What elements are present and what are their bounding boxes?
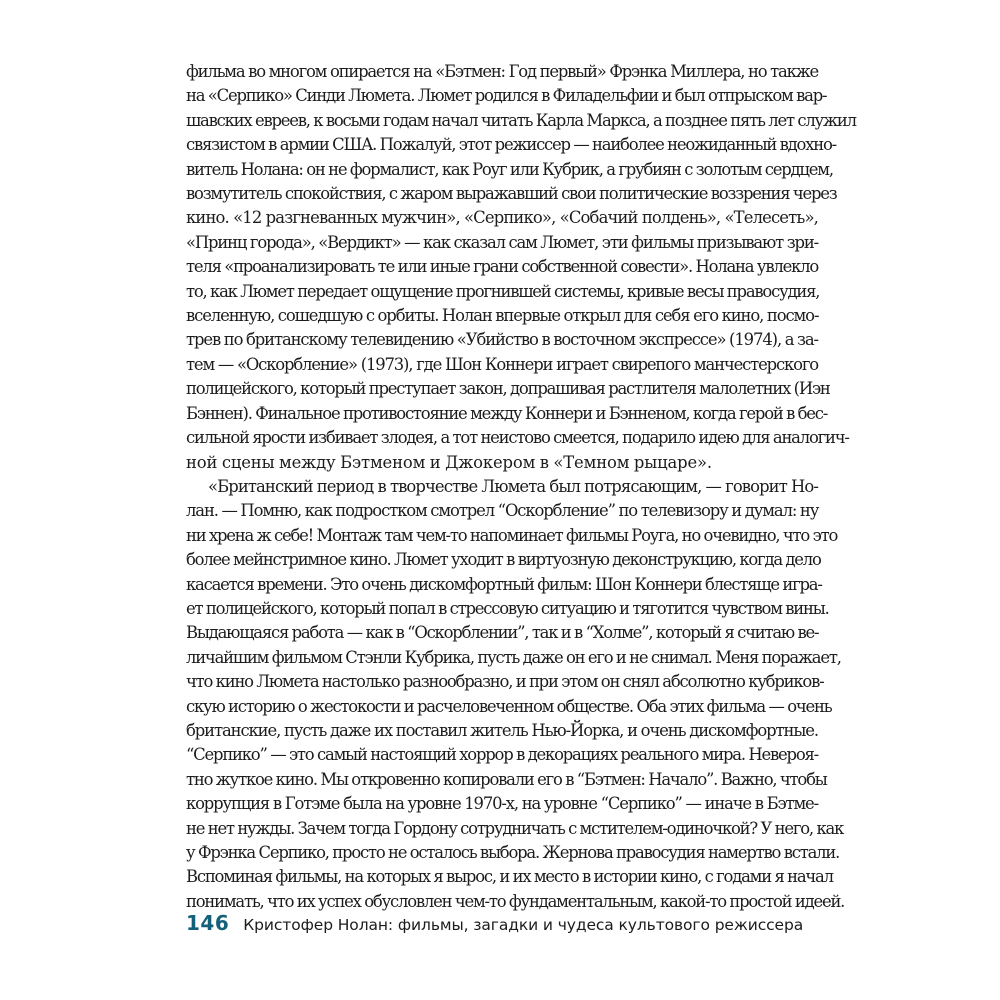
page-number: 146 — [186, 911, 230, 935]
text-line: британские, пусть даже их поставил житель Нью-Йорка, и очень дискомфортные. — [186, 720, 818, 740]
text-line: скую историю о жестокости и расчеловеченном обществе. Оба этих фильма — очень — [186, 696, 832, 716]
text-line: связистом в армии США. Пожалуй, этот режиссер — наиболее неожиданный вдохно- — [186, 135, 836, 155]
text-line: витель Нолана: он не формалист, как Роуг или Кубрик, а грубиян с золотым сердцем, — [186, 159, 833, 179]
text-line: полицейского, который преступает закон, допрашивая растлителя малолетних (Иэн — [186, 379, 830, 399]
text-line: ет полицейского, который попал в стрессовую ситуацию и тяготится чувством вины. — [186, 598, 829, 618]
text-line: вселенную, сошедшую с орбиты. Нолан впервые открыл для себя его кино, посмо- — [186, 306, 819, 326]
text-line: то, как Люмет передает ощущение прогнившей системы, кривые весы правосудия, — [186, 281, 820, 301]
text-line: тем — «Оскорбление» (1973), где Шон Коннери играет свирепого манчестерского — [186, 354, 818, 374]
text-line: трев по британскому телевидению «Убийство в восточном экспрессе» (1974), а за- — [186, 330, 818, 350]
text-line: Бэннен). Финальное противостояние между Коннери и Бэнненом, когда герой в бес- — [186, 403, 828, 423]
text-line: ни хрена ж себе! Монтаж там чем-то напоминает фильмы Роуга, но очевидно, что это — [186, 525, 838, 545]
page-footer — [186, 911, 826, 939]
text-line: “Серпико” — это самый настоящий хоррор в декорациях реального мира. Невероя- — [186, 745, 818, 765]
text-line: касается времени. Это очень дискомфортный фильм: Шон Коннери блестяще игра- — [186, 574, 822, 594]
text-line: «Британский период в творчестве Люмета был потрясающим, — говорит Но- — [208, 476, 818, 496]
text-line: Вспоминая фильмы, на которых я вырос, и их место в истории кино, с годами я начал — [186, 867, 833, 887]
text-line: лан. — Помню, как подростком смотрел “Оскорбление” по телевизору и думал: ну — [186, 501, 819, 521]
text-line: фильма во многом опирается на «Бэтмен: Год первый» Фрэнка Миллера, но также — [186, 62, 818, 81]
text-line: возмутитель спокойствия, с жаром выражавший свои политические воззрения через — [186, 184, 837, 204]
text-line: шавских евреев, к восьми годам начал читать Карла Маркса, а позднее пять лет служил — [186, 110, 856, 130]
text-line: личайшим фильмом Стэнли Кубрика, пусть даже он его и не снимал. Меня поражает, — [186, 647, 841, 667]
text-line: тно жуткое кино. Мы откровенно копировали его в “Бэтмен: Начало”. Важно, чтобы — [186, 769, 827, 789]
text-line: сильной ярости избивает злодея, а тот неистово смеется, подарило идею для аналогич- — [186, 428, 849, 448]
body-text — [186, 60, 856, 914]
text-line: у Фрэнка Серпико, просто не осталось выбора. Жернова правосудия намертво встали. — [186, 843, 840, 862]
text-line: теля «проанализировать те или иные грани собственной совести». Нолана увлекло — [186, 257, 818, 277]
running-title: Кристофер Нолан: фильмы, загадки и чудеса культового режиссера — [243, 916, 804, 934]
text-line: Выдающаяся работа — как в “Оскорблении”, так и в “Холме”, который я считаю ве- — [186, 623, 819, 643]
text-line: кино. «12 разгневанных мужчин», «Серпико», «Собачий полдень», «Телесеть», — [186, 208, 818, 228]
text-line: на «Серпико» Синди Люмета. Люмет родился в Филадельфии и был отпрыском вар- — [186, 86, 827, 106]
text-line: понимать, что их успех обусловлен чем-то фундаментальным, какой-то простой идеей. — [186, 891, 845, 911]
text-line: не нет нужды. Зачем тогда Гордону сотрудничать с мстителем-одиночкой? У него, как — [186, 818, 844, 838]
text-line: что кино Люмета настолько разнообразно, и при этом он снял абсолютно кубриков- — [186, 672, 824, 692]
text-line: «Принц города», «Вердикт» — как сказал сам Люмет, эти фильмы призывают зри- — [186, 232, 818, 252]
text-line: ной сцены между Бэтменом и Джокером в «Темном рыцаре». — [186, 452, 712, 472]
text-line: коррупция в Готэме была на уровне 1970-х, на уровне “Серпико” — иначе в Бэтме- — [186, 794, 818, 814]
text-line: более мейнстримное кино. Люмет уходит в виртуозную деконструкцию, когда дело — [186, 550, 821, 570]
